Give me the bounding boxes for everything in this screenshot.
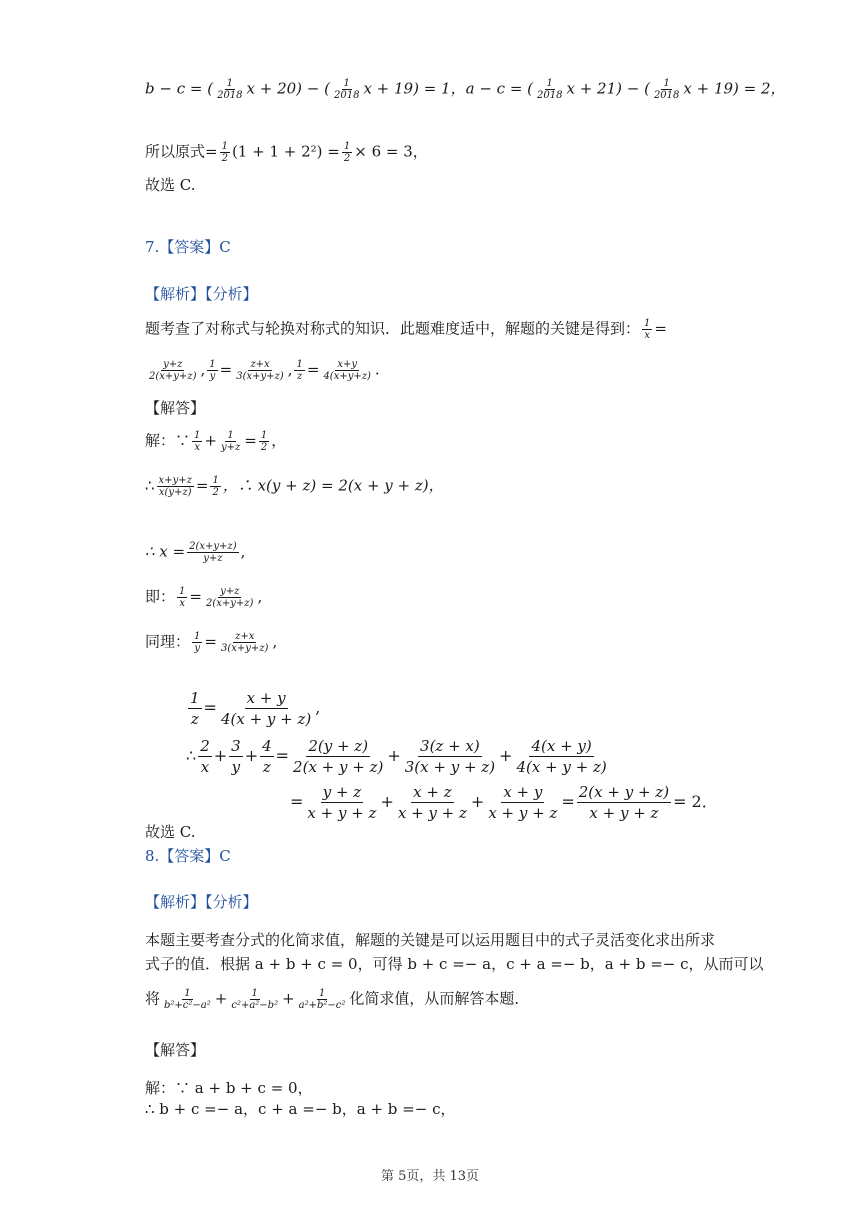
q7-step-1: 解：∵ $\frac{1}{x}$ + $\frac{1}{y+z}$ = $\frac{1}{2}$ ， (145, 430, 287, 453)
q7-analysis-head: 【解析】【分析】 (145, 285, 258, 303)
q8-step-1: 解：∵ a + b + c = 0， (145, 1079, 313, 1097)
q8-paragraph-line-1: 本题主要考查分式的化简求值，解题的关键是可以运用题目中的式子灵活变化求出所求 (145, 931, 716, 949)
q7-step-5: 同理： $\frac{1}{y}$ = $\frac{z+x}{3(x+y+z)}$ , (145, 631, 278, 654)
q8-analysis-head: 【解析】【分析】 (145, 893, 258, 911)
q8-step-2: ∴ b + c =− a，c + a =− b，a + b =− c， (145, 1100, 456, 1118)
q8-paragraph-line-2: 式子的值．根据 a + b + c = 0，可得 b + c =− a，c + a =− b，a + b =− c，从而可以 (145, 955, 764, 973)
page-footer: 第 5页，共 13页 (380, 1169, 480, 1184)
q8-answer: 8.【答案】C (145, 847, 231, 865)
q7-step-2: ∴ $\frac{x+y+z}{x(y+z)}$ = $\frac{1}{2}$ ，∴ x(y + z) = 2(x + y + z)， (145, 475, 444, 498)
q7-description: 题考查了对称式与轮换对称式的知识．此题难度适中，解题的关键是得到： $\frac{1}{x}$ = (145, 318, 667, 341)
q7-step-4: 即： $\frac{1}{x}$ = $\frac{y+z}{2(x+y+z)}$ , (145, 586, 263, 609)
q7-answer: 7.【答案】C (145, 238, 231, 256)
q8-paragraph-line-3: 将 $\frac{1}{\text{b²+c²−a²}}$ + $\frac{1}{\text{c²+a²−b²}}$ + $\frac{1}{\text{a²+b²−c²}}$ 化简求值，从而解答本题． (145, 988, 530, 1011)
original-expression-line: 所以原式= $\frac{1}{2}$ (1 + 1 + 2²) = $\frac{1}{2}$ × 6 = 3， (145, 141, 428, 164)
display-eq-3: = $\frac{y + z}{x + y + z}$ + $\frac{x + z}{x + y + z}$ + $\frac{x + y}{x + y + z}$ = $\frac{2(x + y + z)}{x + y + z}$ = 2． (290, 783, 718, 822)
q7-step-3: ∴ x = $\frac{2(x+y+z)}{y+z}$ , (145, 541, 246, 564)
q8-solution-head: 【解答】 (145, 1041, 206, 1059)
display-eq-2: ∴ $\frac{2}{x}$ + $\frac{3}{y}$ + $\frac{4}{z}$ = $\frac{2(y + z)}{2(x + y + z)}$ + $\frac{3(z + x)}{3(x + y + z)}$ + $\frac{4(x + y)}{4(x + y + z)}$ (186, 737, 607, 776)
equation-line-1: b − c = ( $\frac{1}{2018}$ x + 20) − ( $\frac{1}{2018}$ x + 19) = 1，a − c = ( $\frac{1}{2018}$ x + 21) − ( $\frac{1}{2018}$ x + 19) = 2， (145, 78, 786, 101)
choose-c-line: 故选 C. (145, 176, 196, 194)
q7-final: 故选 C. (145, 823, 196, 841)
q7-description-fractions: $\frac{y+z}{2(x+y+z)}$ , $\frac{1}{y}$ = $\frac{z+x}{3(x+y+z)}$ , $\frac{1}{z}$ = $\frac{x+y}{4(x+y+z)}$ . (149, 359, 380, 382)
q7-solution-head: 【解答】 (145, 399, 206, 417)
display-eq-1: $\frac{1}{z}$ = $\frac{x + y}{4(x + y + z)}$ , (190, 689, 321, 728)
